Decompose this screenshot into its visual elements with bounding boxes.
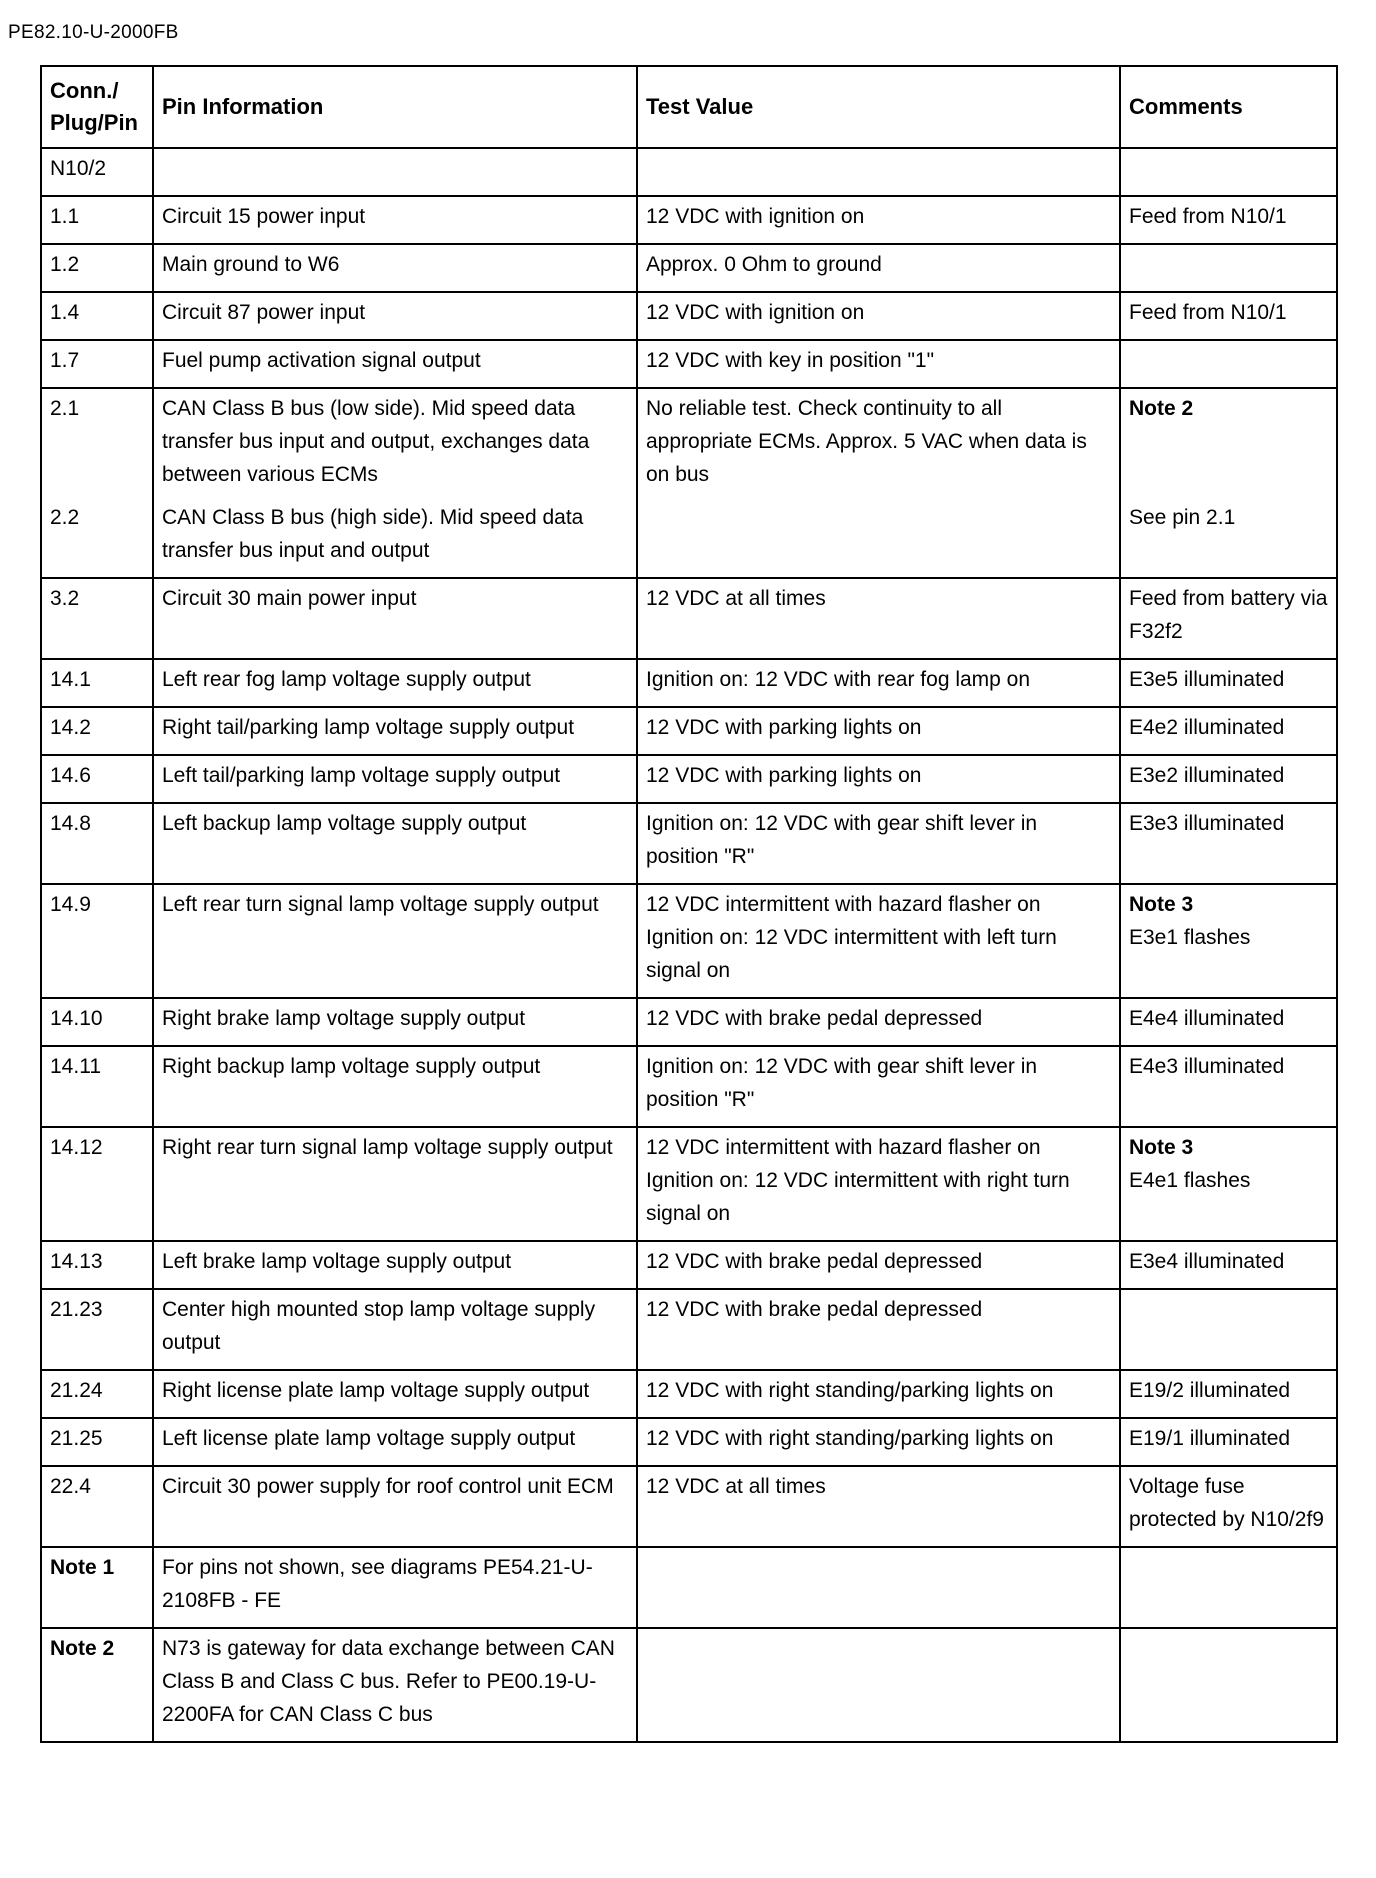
cell-pin-information: Right tail/parking lamp voltage supply output (153, 707, 637, 755)
cell-pin-information: CAN Class B bus (low side). Mid speed data transfer bus input and output, exchanges data between various ECMs (153, 388, 637, 501)
cell-pin: 14.11 (41, 1046, 153, 1127)
cell-pin: Note 2 (41, 1628, 153, 1742)
cell-pin: 14.12 (41, 1127, 153, 1241)
cell-test-value: Ignition on: 12 VDC with gear shift lever in position "R" (637, 1046, 1120, 1127)
cell-pin: 14.6 (41, 755, 153, 803)
cell-pin: 14.1 (41, 659, 153, 707)
table-row (41, 1127, 1337, 1241)
cell-comments: E3e5 illuminated (1120, 659, 1337, 707)
cell-comments (1120, 1628, 1337, 1742)
cell-comments: E19/2 illuminated (1120, 1370, 1337, 1418)
cell-test-value: 12 VDC with right standing/parking lights on (637, 1418, 1120, 1466)
cell-pin-information: Right brake lamp voltage supply output (153, 998, 637, 1046)
cell-test-value: Ignition on: 12 VDC with rear fog lamp on (637, 659, 1120, 707)
cell-comments (1120, 1289, 1337, 1370)
cell-test-value (637, 1547, 1120, 1628)
cell-comments: Feed from N10/1 (1120, 196, 1337, 244)
cell-pin: 22.4 (41, 1466, 153, 1547)
cell-pin-information: CAN Class B bus (high side). Mid speed data transfer bus input and output (153, 501, 637, 578)
cell-test-value: 12 VDC with brake pedal depressed (637, 1241, 1120, 1289)
cell-pin-information: Left brake lamp voltage supply output (153, 1241, 637, 1289)
cell-pin-information (153, 148, 637, 196)
cell-pin: 21.25 (41, 1418, 153, 1466)
table-row (41, 292, 1337, 340)
cell-comments: Voltage fuse protected by N10/2f9 (1120, 1466, 1337, 1547)
table-row (41, 196, 1337, 244)
cell-comments: E4e4 illuminated (1120, 998, 1337, 1046)
cell-pin: 14.8 (41, 803, 153, 884)
table-row (41, 1466, 1337, 1547)
cell-pin-information: Right license plate lamp voltage supply output (153, 1370, 637, 1418)
cell-test-value: Ignition on: 12 VDC with gear shift lever in position "R" (637, 803, 1120, 884)
cell-test-value (637, 1628, 1120, 1742)
cell-pin-information: Circuit 15 power input (153, 196, 637, 244)
comment-text: E4e1 flashes (1129, 1169, 1251, 1192)
table-row (41, 1547, 1337, 1628)
cell-pin-information: Right backup lamp voltage supply output (153, 1046, 637, 1127)
comment-note-ref: Note 3 (1129, 1136, 1194, 1159)
cell-pin: 1.2 (41, 244, 153, 292)
cell-comments: E3e3 illuminated (1120, 803, 1337, 884)
cell-comments: E4e2 illuminated (1120, 707, 1337, 755)
cell-pin-information: Circuit 30 main power input (153, 578, 637, 659)
cell-pin-information: Circuit 87 power input (153, 292, 637, 340)
cell-pin-information: Center high mounted stop lamp voltage supply output (153, 1289, 637, 1370)
cell-pin: 1.4 (41, 292, 153, 340)
cell-pin: 1.1 (41, 196, 153, 244)
cell-pin-information: Main ground to W6 (153, 244, 637, 292)
cell-pin: 21.23 (41, 1289, 153, 1370)
cell-pin: 14.13 (41, 1241, 153, 1289)
cell-pin: Note 1 (41, 1547, 153, 1628)
cell-comments: Feed from battery via F32f2 (1120, 578, 1337, 659)
table-row (41, 1241, 1337, 1289)
table-header-row (41, 66, 1337, 148)
cell-comments (1120, 148, 1337, 196)
table-row (41, 244, 1337, 292)
cell-test-value: Approx. 0 Ohm to ground (637, 244, 1120, 292)
cell-test-value: 12 VDC intermittent with hazard flasher on Ignition on: 12 VDC intermittent with right turn signal on (637, 1127, 1120, 1241)
cell-pin-information: For pins not shown, see diagrams PE54.21-U-2108FB - FE (153, 1547, 637, 1628)
cell-test-value (637, 148, 1120, 196)
header-test-value: Test Value (637, 66, 1120, 148)
table-row (41, 1628, 1337, 1742)
cell-comments: E4e3 illuminated (1120, 1046, 1337, 1127)
cell-pin-information: Left rear turn signal lamp voltage supply output (153, 884, 637, 998)
cell-pin: 2.1 (41, 388, 153, 501)
cell-test-value: 12 VDC with key in position "1" (637, 340, 1120, 388)
table-row (41, 884, 1337, 998)
cell-comments: E19/1 illuminated (1120, 1418, 1337, 1466)
header-conn-plug-pin: Conn./ Plug/Pin (41, 66, 153, 148)
cell-comments: E3e2 illuminated (1120, 755, 1337, 803)
cell-test-value: No reliable test. Check continuity to all appropriate ECMs. Approx. 5 VAC when data is on bus (637, 388, 1120, 501)
table-row (41, 578, 1337, 659)
document-id: PE82.10-U-2000FB (8, 22, 179, 43)
cell-test-value: 12 VDC with right standing/parking lights on (637, 1370, 1120, 1418)
table-row (41, 998, 1337, 1046)
table-row (41, 1370, 1337, 1418)
cell-pin-information: Left rear fog lamp voltage supply output (153, 659, 637, 707)
cell-test-value: 12 VDC with brake pedal depressed (637, 998, 1120, 1046)
cell-comments: See pin 2.1 (1120, 501, 1337, 578)
table-row (41, 755, 1337, 803)
cell-pin: 1.7 (41, 340, 153, 388)
table-row (41, 659, 1337, 707)
cell-comments: Note 2 (1120, 388, 1337, 501)
cell-pin-information: Fuel pump activation signal output (153, 340, 637, 388)
cell-pin-information: Circuit 30 power supply for roof control unit ECM (153, 1466, 637, 1547)
cell-test-value: 12 VDC with parking lights on (637, 755, 1120, 803)
cell-test-value: 12 VDC at all times (637, 1466, 1120, 1547)
cell-test-value: 12 VDC at all times (637, 578, 1120, 659)
cell-comments (1120, 340, 1337, 388)
table-row (41, 1289, 1337, 1370)
table-row (41, 707, 1337, 755)
cell-pin: 14.2 (41, 707, 153, 755)
cell-pin-information: Right rear turn signal lamp voltage supply output (153, 1127, 637, 1241)
cell-pin: 21.24 (41, 1370, 153, 1418)
table-row (41, 1046, 1337, 1127)
cell-comments (1120, 244, 1337, 292)
cell-test-value: 12 VDC with ignition on (637, 196, 1120, 244)
cell-pin: 14.10 (41, 998, 153, 1046)
cell-test-value: 12 VDC with brake pedal depressed (637, 1289, 1120, 1370)
cell-comments (1120, 884, 1337, 998)
cell-pin-information: N73 is gateway for data exchange between CAN Class B and Class C bus. Refer to PE00.19-U-2200FA for CAN Class C bus (153, 1628, 637, 1742)
cell-comments: Feed from N10/1 (1120, 292, 1337, 340)
cell-comments: E3e4 illuminated (1120, 1241, 1337, 1289)
table-row (41, 803, 1337, 884)
cell-pin: 2.2 (41, 501, 153, 578)
table-row (41, 148, 1337, 196)
cell-test-value: 12 VDC with parking lights on (637, 707, 1120, 755)
pin-info-table (40, 65, 1338, 1743)
comment-note-ref: Note 3 (1129, 893, 1194, 916)
header-comments: Comments (1120, 66, 1337, 148)
cell-test-value (637, 501, 1120, 578)
cell-pin: N10/2 (41, 148, 153, 196)
cell-pin-information: Left tail/parking lamp voltage supply output (153, 755, 637, 803)
cell-pin-information: Left backup lamp voltage supply output (153, 803, 637, 884)
table-row (41, 340, 1337, 388)
comment-text: E3e1 flashes (1129, 926, 1251, 949)
table-row (41, 388, 1337, 501)
cell-pin-information: Left license plate lamp voltage supply output (153, 1418, 637, 1466)
cell-test-value: 12 VDC with ignition on (637, 292, 1120, 340)
table-row (41, 501, 1337, 578)
cell-comments (1120, 1127, 1337, 1241)
header-pin-information: Pin Information (153, 66, 637, 148)
cell-test-value: 12 VDC intermittent with hazard flasher on Ignition on: 12 VDC intermittent with left turn signal on (637, 884, 1120, 998)
cell-comments (1120, 1547, 1337, 1628)
cell-pin: 14.9 (41, 884, 153, 998)
table-row (41, 1418, 1337, 1466)
cell-pin: 3.2 (41, 578, 153, 659)
